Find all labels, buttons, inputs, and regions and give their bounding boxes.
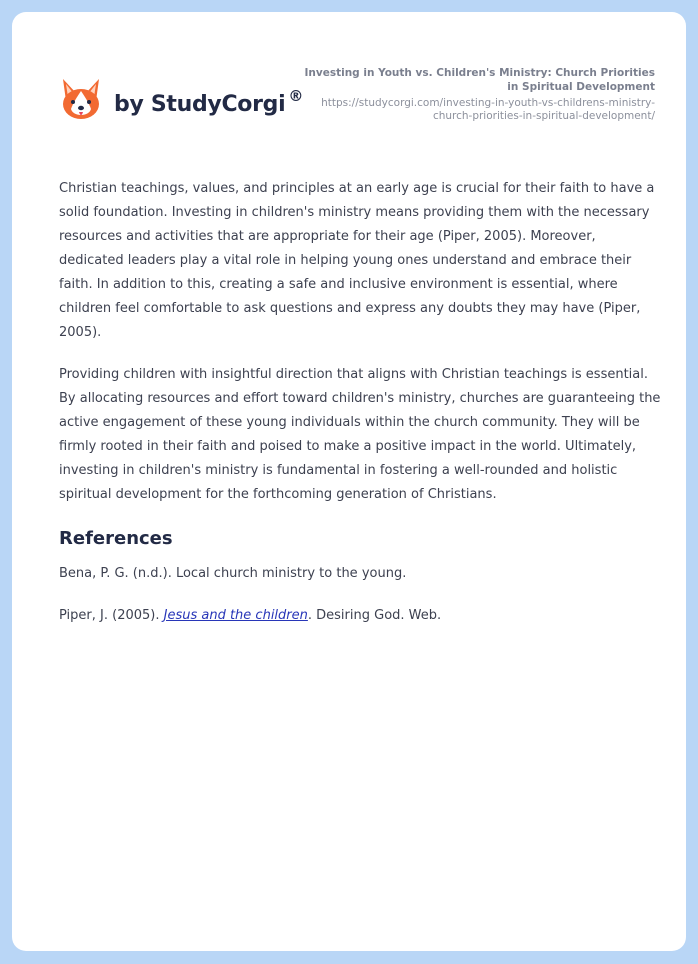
- corgi-logo-icon: [60, 77, 102, 123]
- registered-mark: ®: [288, 87, 304, 105]
- reference-2-prefix: Piper, J. (2005).: [59, 608, 164, 623]
- body-paragraph-2: Providing children with insightful direction that aligns with Christian teachings is essential. By allocating resources and effort toward children's ministry, churches are guaranteeing the active engagement of these young individuals within the church community. They will be firmly rooted in their faith and poised to make a positive impact in the world. Ultimately, investing in children's ministry is fundamental in fostering a well-rounded and holistic spiritual development for the forthcoming generation of Christians.: [59, 367, 661, 502]
- document-url[interactable]: https://studycorgi.com/investing-in-youth-vs-childrens-ministry-church-priorities-in-spiritual-development/: [321, 97, 655, 122]
- document-header: [295, 66, 655, 123]
- document-page: [12, 12, 686, 951]
- reference-2-suffix: . Desiring God. Web.: [307, 608, 442, 623]
- brand-name-text: by StudyCorgi: [114, 92, 286, 117]
- reference-2-link[interactable]: Jesus and the children: [163, 608, 308, 623]
- reference-item-2: [59, 604, 661, 628]
- brand-name: [114, 87, 303, 117]
- studycorgi-logo[interactable]: [60, 77, 303, 123]
- document-body: [59, 177, 661, 646]
- document-title: Investing in Youth vs. Children's Ministry: Church Priorities in Spiritual Development: [304, 67, 655, 93]
- reference-item-1: [59, 562, 661, 586]
- references-heading: References: [59, 528, 173, 549]
- body-paragraph-1: Christian teachings, values, and principles at an early age is crucial for their faith to have a solid foundation. Investing in children's ministry means providing them with the necessary resources and activities that are appropriate for their age (Piper, 2005). Moreover, dedicated leaders play a vital role in helping young ones understand and embrace their faith. In addition to this, creating a safe and inclusive environment is essential, where children feel comfortable to ask questions and express any doubts they may have (Piper, 2005).: [59, 181, 655, 340]
- reference-1-text: Bena, P. G. (n.d.). Local church ministry to the young.: [59, 566, 407, 581]
